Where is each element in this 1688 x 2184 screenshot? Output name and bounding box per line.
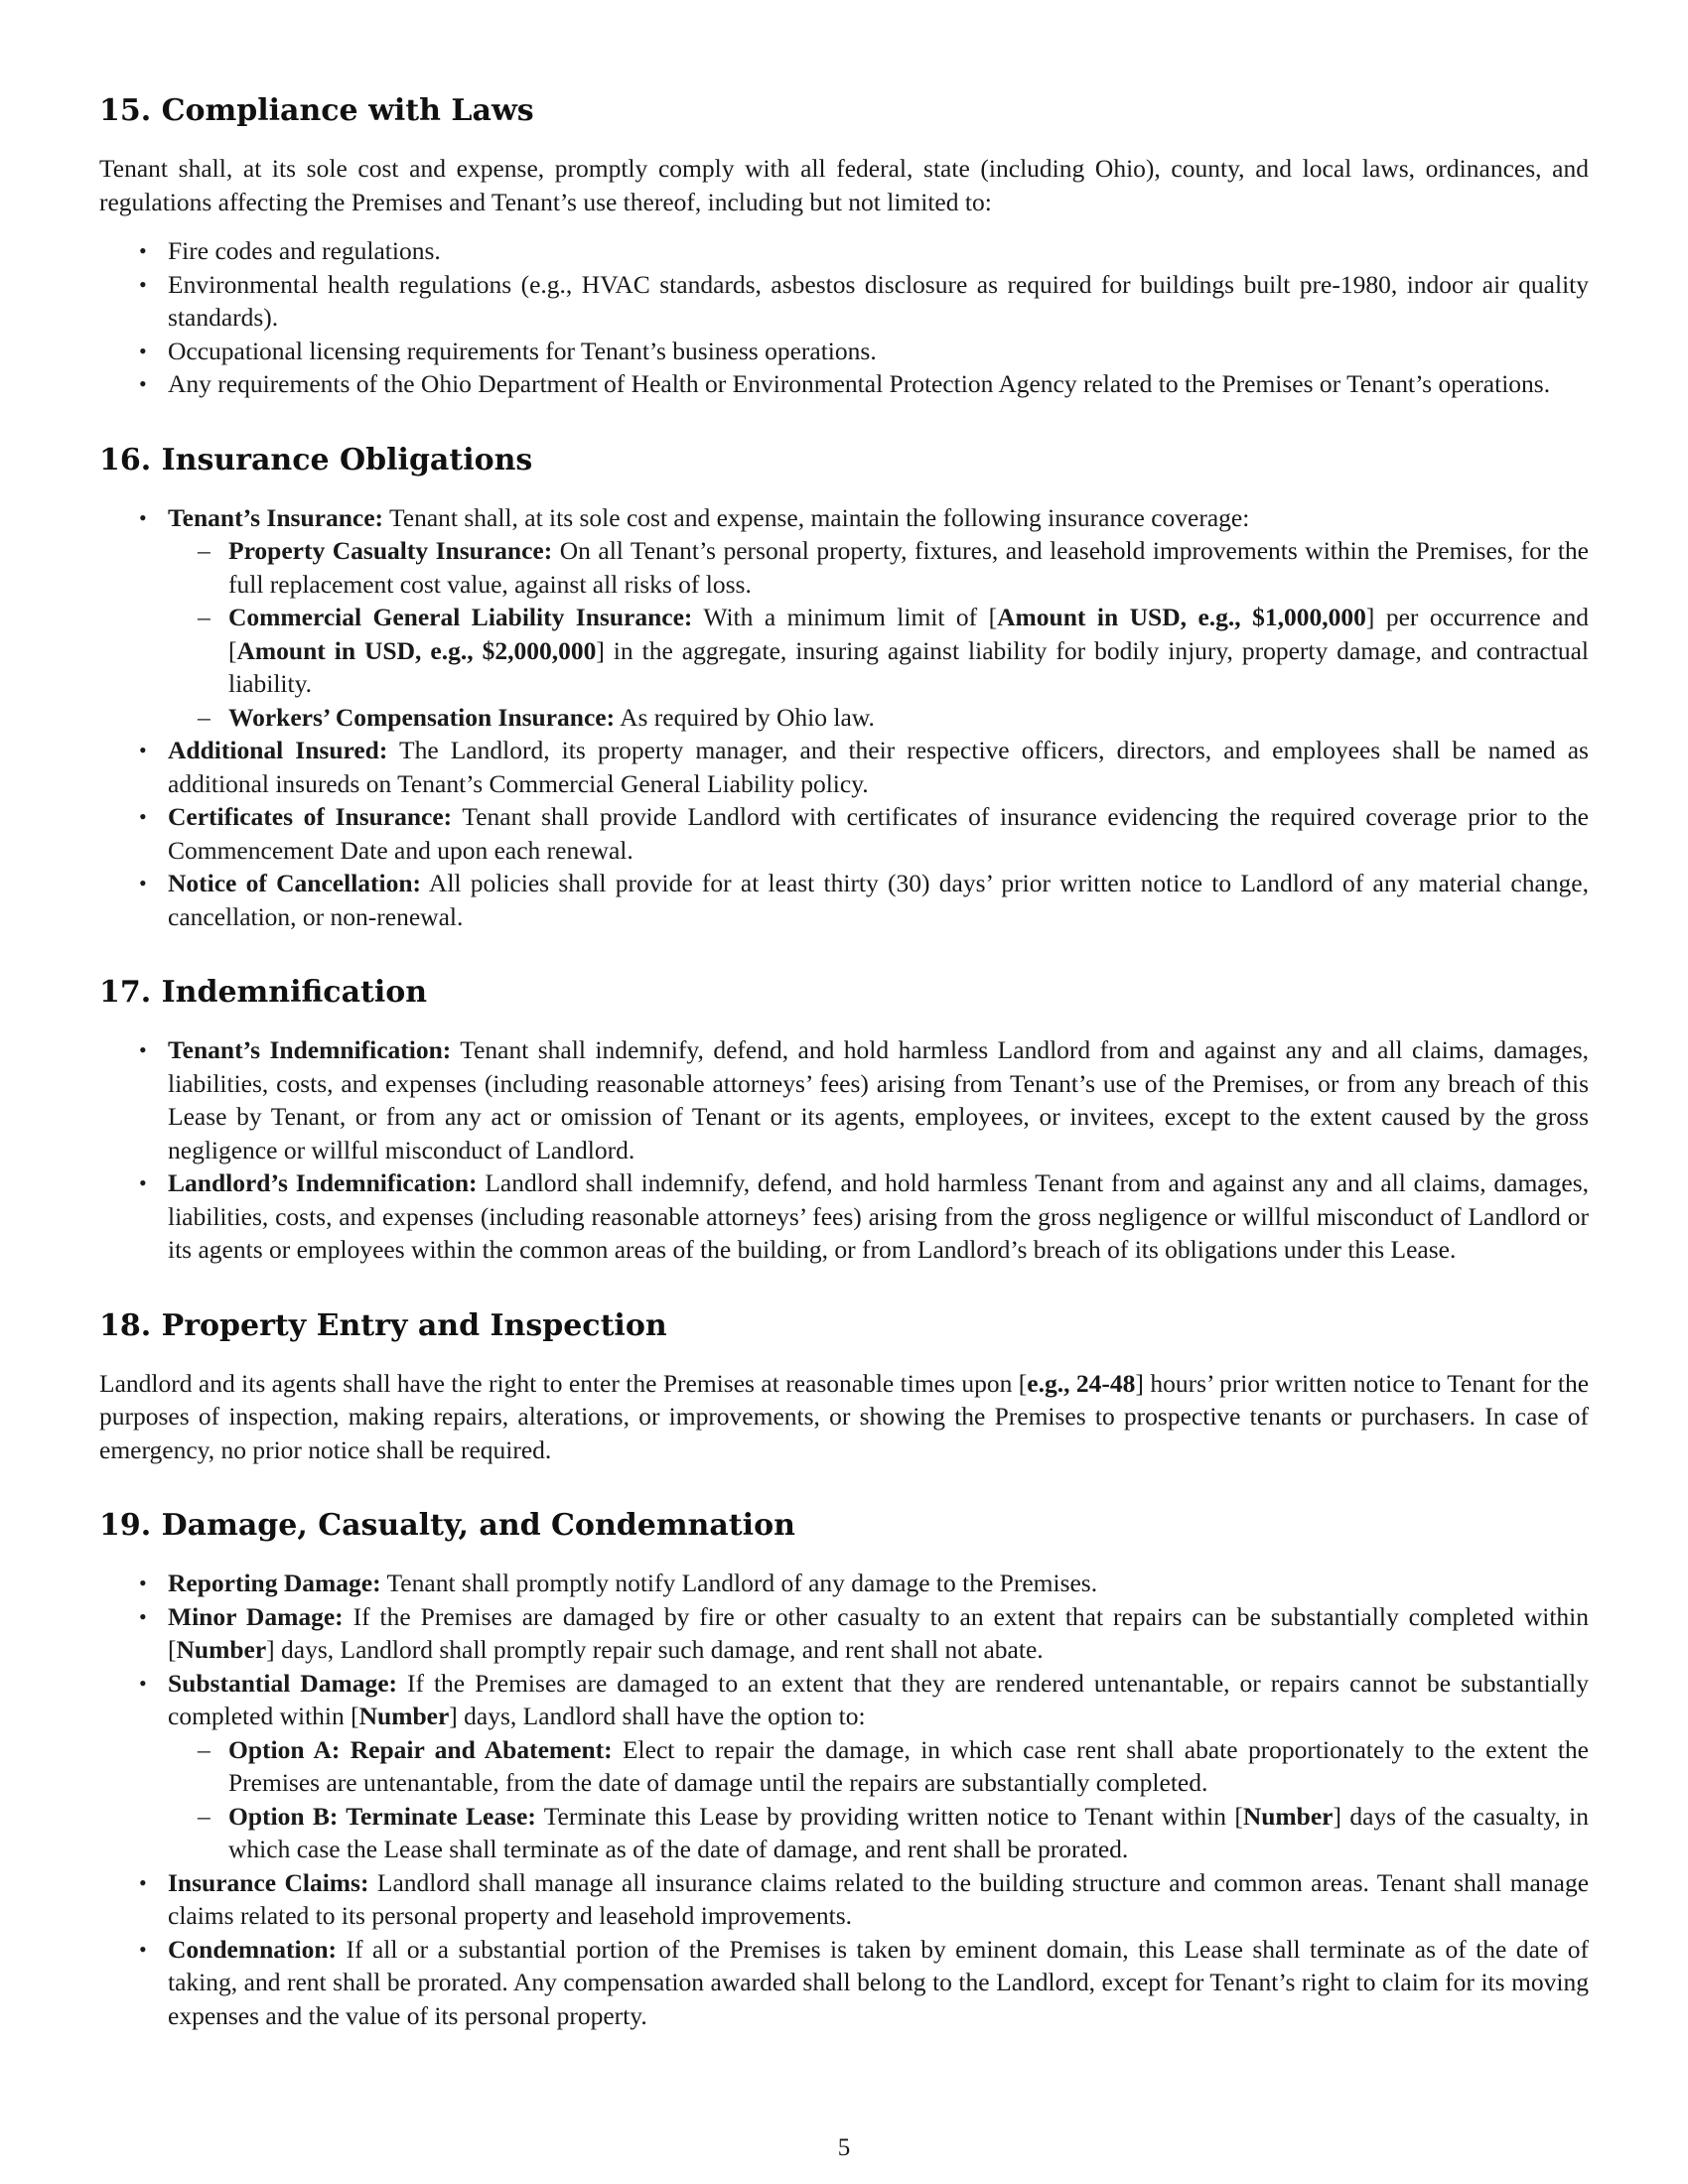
list-item-reporting-damage: [99, 1567, 1589, 1600]
bullet-list: [99, 501, 1589, 934]
dash-icon: –: [198, 603, 211, 631]
bullet-icon: •: [139, 371, 147, 396]
bullet-icon: •: [139, 338, 147, 363]
item-label: Option A: Repair and Abatement:: [228, 1734, 613, 1764]
placeholder-hours: e.g., 24-48: [1027, 1368, 1136, 1398]
bullet-list: [99, 1567, 1589, 2032]
bullet-icon: •: [139, 1869, 147, 1895]
item-label: Commercial General Liability Insurance:: [228, 603, 693, 631]
sub-item-property-casualty: [168, 534, 1589, 601]
bullet-list: [99, 1033, 1589, 1267]
bullet-icon: •: [139, 238, 147, 263]
bullet-icon: •: [139, 1603, 147, 1629]
section-property-entry: [99, 1306, 1589, 1467]
list-item-additional-insured: [99, 734, 1589, 800]
list-item-condemnation: [99, 1933, 1589, 2033]
section-heading: 15. Compliance with Laws: [99, 93, 534, 128]
item-text: Tenant shall promptly notify Landlord of any damage to the Premises.: [386, 1569, 1098, 1597]
item-text: All policies shall provide for at least thirty (30) days’ prior written notice to Landlord of any material change, cancellation, or non-renewal.: [168, 869, 1589, 931]
placeholder-number: Number: [176, 1635, 267, 1664]
bullet-icon: •: [139, 738, 147, 762]
section-heading: 18. Property Entry and Inspection: [99, 1307, 667, 1343]
dash-icon: –: [198, 1801, 211, 1831]
item-label: Condemnation:: [168, 1934, 338, 1964]
bullet-icon: •: [139, 1037, 147, 1062]
list-item-tenant-indemnification: [99, 1033, 1589, 1166]
item-text: Tenant shall indemnify, defend, and hold harmless Landlord from and against any and all claims, damages, liabilities, costs, and expenses (including reasonable attorneys’ fees) arising from Tenant’s use of the Premises, or from any breach of this Lease by Tenant, or from any act or omission of Tenant or its agents, employees, or invitees, except to the extent caused by the gross negligence or willful misconduct of Landlord.: [168, 1035, 1590, 1164]
list-item-notice-cancellation: [99, 867, 1589, 933]
item-text: Landlord shall manage all insurance claims related to the building structure and common areas. Tenant shall manage claims related to its personal property and leasehold improvements.: [168, 1867, 1590, 1930]
list-item-minor-damage: • Minor Damage: If the Premises are damaged by fire or other casualty to an extent that repairs can be substantially completed within [Number] days, Landlord shall promptly repair such damage, and rent shall not abate.: [139, 1601, 1589, 1664]
item-text: If all or a substantial portion of the Premises is taken by eminent domain, this Lease shall terminate as of the date of taking, and rent shall be prorated. Any compensation awarded shall belong to the Landlord, except for Tenant’s right to claim for its moving expenses and the value of its personal property.: [168, 1934, 1590, 2030]
list-item: • Environmental health regulations (e.g., HVAC standards, asbestos disclosure as required for buildings built pre-1980, indoor air quality standards).: [139, 269, 1589, 332]
bullet-icon: •: [139, 804, 147, 829]
list-item: • Any requirements of the Ohio Department of Health or Environmental Protection Agency related to the Premises or Tenant’s operations.: [99, 367, 1589, 401]
page-content: [99, 91, 1589, 2072]
item-text: On all Tenant’s personal property, fixtures, and leasehold improvements within the Premises, for the full replacement cost value, against all risks of loss.: [228, 536, 1589, 599]
dash-icon: –: [198, 702, 211, 732]
placeholder-amount: Amount in USD, e.g., $2,000,000: [236, 635, 597, 665]
item-text: The Landlord, its property manager, and their respective officers, directors, and employees shall be named as additional insureds on Tenant’s Commercial General Liability policy.: [168, 736, 1589, 798]
section-paragraph: Landlord and its agents shall have the right to enter the Premises at reasonable times upon [e.g., 24-48] hours’ prior written notice to Tenant for the purposes of inspection, making repairs, alterations, or improvements, or showing the Premises to prospective tenants or purchasers. In case of emergency, no prior notice shall be required.: [99, 1368, 1590, 1464]
list-item: • Fire codes and regulations.: [99, 234, 1589, 268]
item-label: Substantial Damage:: [168, 1668, 398, 1698]
section-intro: Tenant shall, at its sole cost and expense, promptly comply with all federal, state (including Ohio), county, and local laws, ordinances, and regulations affecting the Premises and Tenant’s use thereof, including but not limited to:: [99, 154, 1589, 216]
bullet-icon: •: [139, 271, 147, 297]
dash-icon: –: [198, 1734, 211, 1764]
item-text: As required by Ohio law.: [620, 702, 875, 732]
item-label: Insurance Claims:: [168, 1867, 369, 1897]
bullet-icon: •: [139, 1170, 147, 1195]
dash-icon: –: [198, 536, 211, 565]
item-label: Reporting Damage:: [168, 1569, 381, 1597]
list-item-tenant-insurance: [99, 501, 1589, 735]
section-heading: 19. Damage, Casualty, and Condemnation: [99, 1508, 795, 1543]
item-label: Landlord’s Indemnification:: [168, 1168, 478, 1197]
sub-list: [168, 1733, 1589, 1866]
section-compliance-with-laws: [99, 91, 1589, 401]
placeholder-number: Number: [358, 1702, 450, 1730]
item-text: Tenant shall, at its sole cost and expense, maintain the following insurance coverage:: [388, 502, 1250, 532]
item-label: Certificates of Insurance:: [168, 802, 453, 831]
list-item-landlord-indemnification: [99, 1166, 1589, 1267]
page-number: 5: [837, 2134, 851, 2161]
section-damage-casualty-condemnation: [99, 1506, 1589, 2032]
item-label: Additional Insured:: [168, 736, 388, 764]
list-item-certificates: [99, 800, 1589, 867]
sub-item-cgl: – Commercial General Liability Insurance: With a minimum limit of [Amount in USD, e.g., $1,000,000] per occurrence and [Amount in USD, e.g., $2,000,000] in the aggregate, insuring against liability for bodily injury, property damage, and contractual liability.: [198, 603, 1589, 698]
placeholder-number: Number: [1242, 1801, 1334, 1831]
bullet-icon: •: [139, 1936, 147, 1962]
sub-item-option-a: [168, 1733, 1589, 1800]
bullet-icon: •: [139, 871, 147, 895]
item-text: Elect to repair the damage, in which case rent shall abate proportionately to the extent the Premises are untenantable, from the date of damage until the repairs are substantially completed.: [228, 1734, 1589, 1797]
item-text: Landlord shall indemnify, defend, and hold harmless Tenant from and against any and all claims, damages, liabilities, costs, and expenses (including reasonable attorneys’ fees) arising from the gross negligence or willful misconduct of Landlord or its agents or employees within the common areas of the building, or from Landlord’s breach of its obligations under this Lease.: [168, 1168, 1589, 1264]
list-item: • Occupational licensing requirements for Tenant’s business operations.: [99, 335, 1589, 368]
item-text: Tenant shall provide Landlord with certificates of insurance evidencing the required coverage prior to the Commencement Date and upon each renewal.: [168, 802, 1589, 865]
item-label: Option B: Terminate Lease:: [228, 1801, 536, 1831]
list-item-insurance-claims: [99, 1866, 1589, 1933]
item-label: Workers’ Compensation Insurance:: [228, 702, 616, 732]
sub-list: [168, 534, 1589, 734]
bullet-icon: •: [139, 1670, 147, 1696]
item-label: Tenant’s Indemnification:: [168, 1035, 452, 1064]
list-item-substantial-damage: • Substantial Damage: If the Premises are damaged to an extent that they are rendered untenantable, or repairs cannot be substantially completed within [Number] days, Landlord shall have the option to: – Option A: Repair and Abatement: Elect to repair the damage, in which case rent shall abate proportionately to the extent the Premises are untenantable, from the date of damage until the repairs are substantially completed. – Option B: Terminate Lease: Terminate this Lease by providing written notice to Tenant within [Number] days of the casualty, in which case the Lease shall terminate as of the date of damage, and rent shall be prorated.: [99, 1667, 1589, 1866]
item-label: Property Casualty Insurance:: [228, 536, 553, 565]
section-heading: 17. Indemnification: [99, 975, 428, 1010]
bullet-icon: •: [139, 1570, 147, 1595]
item-label: Tenant’s Insurance:: [168, 502, 384, 532]
section-insurance-obligations: [99, 441, 1589, 934]
section-heading: 16. Insurance Obligations: [99, 442, 533, 478]
item-label: Notice of Cancellation:: [168, 869, 422, 897]
section-indemnification: [99, 973, 1589, 1267]
item-label: Minor Damage:: [168, 1601, 344, 1631]
sub-item-option-b: – Option B: Terminate Lease: Terminate this Lease by providing written notice to Tenant within [Number] days of the casualty, in which case the Lease shall terminate as of the date of damage, and rent shall be prorated.: [198, 1801, 1590, 1863]
bullet-icon: •: [139, 504, 147, 530]
bullet-list: [99, 234, 1589, 401]
sub-item-workers-comp: [168, 701, 1589, 735]
placeholder-amount: Amount in USD, e.g., $1,000,000: [997, 603, 1366, 631]
